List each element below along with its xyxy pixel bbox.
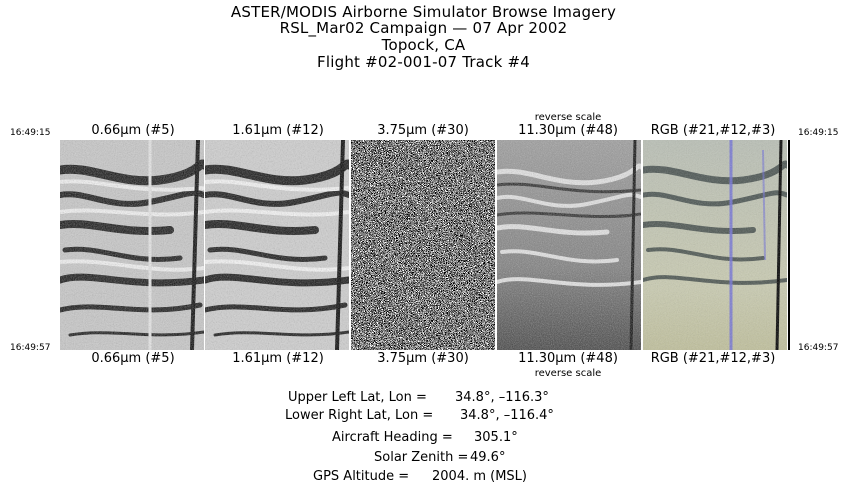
panel-1-top-label: 0.66µm (#5) bbox=[91, 123, 175, 138]
meta-heading-value: 305.1° bbox=[474, 430, 518, 445]
end-time-left: 16:49:57 bbox=[10, 343, 51, 353]
panel-2-bottom-label: 1.61µm (#12) bbox=[232, 351, 324, 366]
panel-3-bottom-label: 3.75µm (#30) bbox=[377, 351, 469, 366]
meta-lr-value: 34.8°, –116.4° bbox=[460, 408, 554, 423]
image-panel-375um bbox=[351, 140, 495, 350]
meta-ul-value: 34.8°, –116.3° bbox=[455, 390, 549, 405]
start-time-left: 16:49:15 bbox=[10, 128, 51, 138]
panel-3-top-label: 3.75µm (#30) bbox=[377, 123, 469, 138]
meta-ul-label: Upper Left Lat, Lon = bbox=[288, 390, 427, 405]
panel-5-top-label: RGB (#21,#12,#3) bbox=[650, 123, 776, 138]
title-line-2: RSL_Mar02 Campaign — 07 Apr 2002 bbox=[279, 19, 568, 37]
meta-zenith-value: 49.6° bbox=[470, 450, 506, 465]
title-line-3: Topock, CA bbox=[381, 36, 466, 54]
right-edge-line bbox=[788, 140, 790, 350]
title-line-4: Flight #02-001-07 Track #4 bbox=[317, 53, 530, 71]
end-time-right: 16:49:57 bbox=[798, 343, 839, 353]
panel-2-top-label: 1.61µm (#12) bbox=[232, 123, 324, 138]
meta-zenith-label: Solar Zenith = bbox=[374, 450, 469, 465]
image-panel-161um bbox=[205, 140, 349, 350]
reverse-scale-note-top: reverse scale bbox=[534, 112, 602, 123]
meta-altitude-value: 2004. m (MSL) bbox=[432, 469, 527, 484]
panel-5-bottom-label: RGB (#21,#12,#3) bbox=[650, 351, 776, 366]
image-panel-066um bbox=[60, 140, 204, 350]
start-time-right: 16:49:15 bbox=[798, 128, 839, 138]
panel-1-bottom-label: 0.66µm (#5) bbox=[91, 351, 175, 366]
panel-4-top-label: 11.30µm (#48) bbox=[518, 123, 618, 138]
meta-lr-label: Lower Right Lat, Lon = bbox=[285, 408, 434, 423]
meta-heading-label: Aircraft Heading = bbox=[332, 430, 453, 445]
reverse-scale-note-bottom: reverse scale bbox=[534, 368, 602, 379]
panel-4-bottom-label: 11.30µm (#48) bbox=[518, 351, 618, 366]
image-panel-rgb bbox=[643, 140, 787, 350]
meta-altitude-label: GPS Altitude = bbox=[313, 469, 410, 484]
image-panel-1130um bbox=[497, 140, 641, 350]
title-line-1: ASTER/MODIS Airborne Simulator Browse Imagery bbox=[230, 3, 617, 21]
